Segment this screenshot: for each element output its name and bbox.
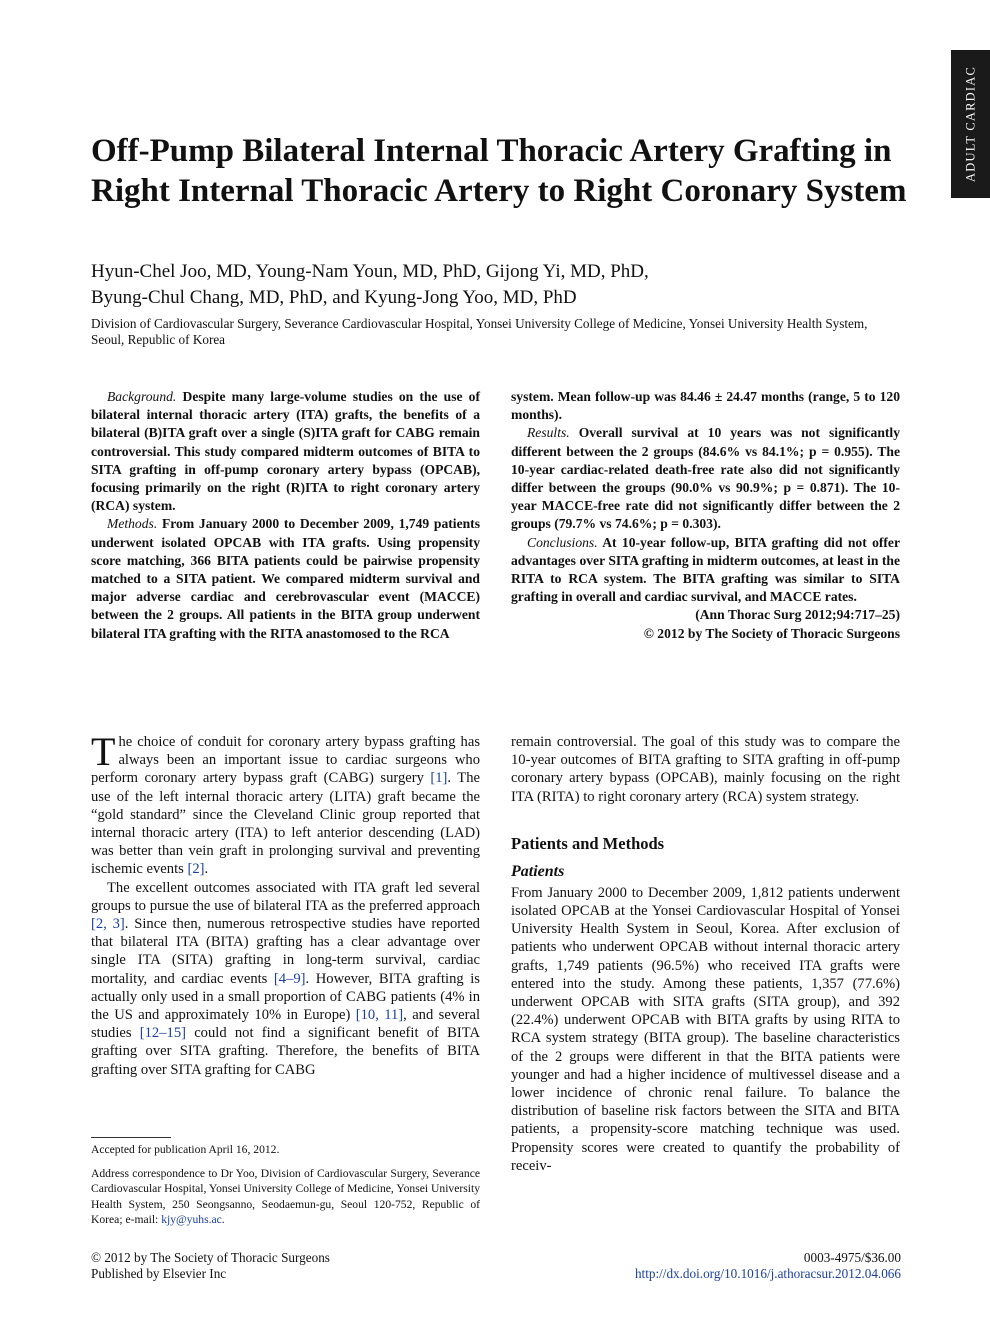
body-right-column [511,733,900,1175]
abstract-conclusions [511,534,900,607]
abstract-methods [91,515,480,642]
reference-link-6[interactable]: [12–15] [139,1025,186,1042]
footer-publisher: Published by Elsevier Inc [91,1266,227,1281]
conclusions-text: At 10-year follow-up, BITA grafting did not offer advantages over SITA grafting in midterm outcomes, at least in the RITA to RCA system. The BITA grafting was similar to SITA grafting in overall and cardiac survival, and MACCE rates. [511,534,900,605]
footer-copyright: © 2012 by The Society of Thoracic Surgeons [91,1250,330,1265]
journal-citation: (Ann Thorac Surg 2012;94:717–25) [695,607,900,623]
patients-paragraph: From January 2000 to December 2009, 1,812 patients underwent isolated OPCAB at the Yonsei Cardiovascular Hospital of Yonsei University Health System in Seoul, Korea. After exclusion of patients who underwent OPCAB without internal thoracic artery grafts, 1,749 patients (96.5%) who received ITA grafts were entered into the study. Among these patients, 1,357 (77.6%) underwent OPCAB with SITA grafts (SITA group), and 392 (22.4%) underwent OPCAB with BITA grafts by using RITA to RCA system strategy (BITA group). The baseline characteristics of the 2 groups were different in that the BITA patients were younger and had a higher incidence of multivessel disease and a lower incidence of chronic renal failure. To balance the distribution of baseline risk factors between the SITA and BITA patients, a propensity-score matching technique was used. Propensity scores were created to quantify the probability of receiv- [511,884,900,1174]
text-span: he choice of conduit for coronary artery bypass grafting has always been an important issue to cardiac surgeons who perform coronary artery bypass graft (CABG) surgery [91,734,480,787]
section-heading: Patients and Methods [511,833,665,853]
text-span: . [221,1212,225,1226]
doi-link[interactable]: http://dx.doi.org/10.1016/j.athoracsur.2012.04.066 [634,1266,901,1281]
text-span: . However, BITA grafting is actually only used in a small proportion of CABG patients (4% in the US and approximately 10% in Europe) [91,970,480,1024]
email-link[interactable]: kjy@yuhs.ac [161,1212,222,1226]
footnote-divider [91,1137,171,1138]
intro-paragraph-continued: remain controversial. The goal of this study was to compare the 10-year outcomes of BITA grafting to SITA grafting in off-pump coronary artery bypass (OPCAB), mainly focusing on the right ITA (RITA) to right coronary artery (RCA) system strategy. [511,734,900,805]
section-tab [951,50,990,198]
reference-link-3[interactable]: [2, 3] [91,916,125,933]
results-label: Results. [527,425,570,441]
subsection-heading: Patients [511,862,565,880]
footer-left [91,1250,471,1282]
methods-continued: system. Mean follow-up was 84.46 ± 24.47 months (range, 5 to 120 months). [511,389,900,423]
reference-link-2[interactable]: [2] [187,861,205,878]
text-span: could not find a significant benefit of BITA grafting over SITA grafting. Therefore, the benefits of BITA grafting over SITA grafting for CABG [91,1025,480,1078]
text-span: The excellent outcomes associated with ITA graft led several groups to pursue the use of bilateral ITA as the preferred approach [91,879,480,914]
abstract-left-column [91,388,480,643]
section-tab-label: ADULT CARDIAC [963,66,977,182]
footnotes [91,1142,480,1236]
abstract-copyright: © 2012 by The Society of Thoracic Surgeons [643,625,900,641]
author-list [91,259,911,311]
text-span: . Since then, numerous retrospective studies have reported that bilateral ITA (BITA) grafting has a clear advantage over single ITA (SITA) grafting in long-term survival, cardiac mortality, and cardiac events [91,916,480,987]
accepted-date: Accepted for publication April 16, 2012. [91,1143,280,1156]
footer-issn: 0003-4975/$36.00 [803,1250,901,1265]
abstract-right-column [511,388,900,643]
reference-link-4[interactable]: [4–9] [273,970,306,987]
author-line-1: Hyun-Chel Joo, MD, Young-Nam Youn, MD, PhD, Gijong Yi, MD, PhD, [91,261,649,282]
correspondence-address [91,1166,480,1227]
intro-paragraph-2 [91,879,480,1079]
reference-link-1[interactable]: [1] [430,770,448,787]
drop-cap: T [91,729,116,774]
abstract-background [91,388,480,515]
author-line-2: Byung-Chul Chang, MD, PhD, and Kyung-Jong Yoo, MD, PhD [91,287,577,308]
text-span: Address correspondence to Dr Yoo, Division of Cardiovascular Surgery, Severance Cardiovascular Hospital, Yonsei University College of Medicine, Yonsei University Health System, 250 Seongsanno, Seodaemun-gu, Seoul 120-752, Republic of Korea; e-mail: [91,1167,480,1226]
intro-paragraph-1 [91,729,480,879]
body-left-column [91,729,480,1079]
text-span: , and several studies [91,1007,480,1042]
text-span: . The use of the left internal thoracic artery (LITA) graft became the “gold standard” since the Cleveland Clinic group reported that internal thoracic artery (ITA) to left anterior descending (LAD) was better than vein graft in prolonging survival and preventing ischemic events [91,770,480,878]
methods-label: Methods. [107,516,158,532]
reference-link-5[interactable]: [10, 11] [355,1007,404,1024]
background-text: Despite many large-volume studies on the use of bilateral internal thoracic artery (ITA) grafts, the benefits of a bilateral (B)ITA graft over a single (S)ITA graft for CABG remain controversial. This study compared midterm outcomes of BITA to SITA grafting in off-pump coronary artery bypass (OPCAB), focusing primarily on the right (R)ITA to right coronary artery (RCA) system. [91,389,481,514]
methods-text: From January 2000 to December 2009, 1,749 patients underwent isolated OPCAB with ITA grafts. Using propensity score matching, 366 BITA patients could be pairwise propensity matched to a SITA patient. We compared midterm survival and major adverse cardiac and cerebrovascular event (MACCE) between the 2 groups. All patients in the BITA group underwent bilateral ITA grafting with the RITA anastomosed to the RCA [91,516,480,641]
conclusions-label: Conclusions. [527,534,598,550]
affiliation: Division of Cardiovascular Surgery, Severance Cardiovascular Hospital, Yonsei University College of Medicine, Yonsei University Health System, Seoul, Republic of Korea [91,316,868,347]
results-text: Overall survival at 10 years was not significantly different between the 2 groups (84.6% vs 84.1%; p = 0.955). The 10-year cardiac-related death-free rate also did not significantly differ between the groups (90.0% vs 90.9%; p = 0.871). The 10-year MACCE-free rate did not significantly differ between the 2 groups (79.7% vs 74.6%; p = 0.303). [511,425,900,532]
article-title: Off-Pump Bilateral Internal Thoracic Artery Grafting in Right Internal Thoracic Artery to Right Coronary System [91,133,907,209]
abstract-results [511,424,900,533]
text-span: . [204,861,209,878]
footer-right [540,1250,901,1282]
background-label: Background. [107,389,177,404]
